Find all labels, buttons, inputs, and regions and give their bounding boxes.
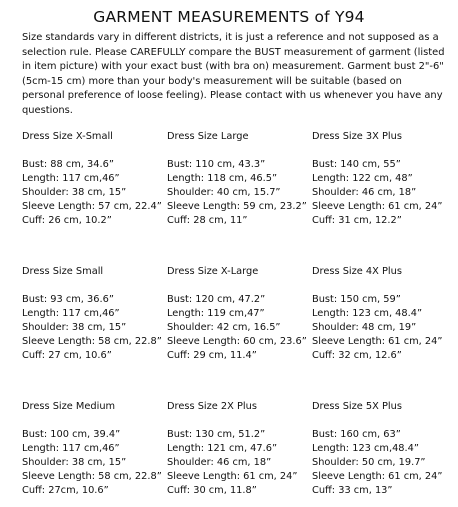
sleeve-length-measurement: Sleeve Length: 58 cm, 22.8” bbox=[22, 470, 162, 482]
measurement-list bbox=[312, 428, 442, 498]
measurement-list bbox=[22, 293, 162, 363]
cuff-measurement: Cuff: 33 cm, 13” bbox=[312, 484, 393, 496]
measurement-list bbox=[22, 158, 162, 228]
length-measurement: Length: 123 cm, 48.4” bbox=[312, 307, 423, 319]
length-measurement: Length: 118 cm, 46.5” bbox=[167, 172, 278, 184]
cuff-measurement: Cuff: 30 cm, 11.8” bbox=[167, 484, 257, 496]
size-heading: Dress Size 2X Plus bbox=[167, 401, 257, 412]
length-measurement: Length: 122 cm, 48” bbox=[312, 172, 413, 184]
measurement-list bbox=[312, 293, 442, 363]
length-measurement: Length: 121 cm, 47.6” bbox=[167, 442, 278, 454]
cuff-measurement: Cuff: 31 cm, 12.2” bbox=[312, 214, 402, 226]
bust-measurement: Bust: 93 cm, 36.6” bbox=[22, 293, 114, 305]
length-measurement: Length: 123 cm,48.4” bbox=[312, 442, 419, 454]
bust-measurement: Bust: 140 cm, 55” bbox=[312, 158, 401, 170]
size-heading: Dress Size Small bbox=[22, 266, 104, 277]
measurement-list bbox=[167, 293, 307, 363]
size-heading: Dress Size 5X Plus bbox=[312, 401, 402, 412]
shoulder-measurement: Shoulder: 38 cm, 15” bbox=[22, 186, 127, 198]
size-heading: Dress Size 4X Plus bbox=[312, 266, 402, 277]
sleeve-length-measurement: Sleeve Length: 61 cm, 24” bbox=[167, 470, 298, 482]
bust-measurement: Bust: 110 cm, 43.3” bbox=[167, 158, 266, 170]
sleeve-length-measurement: Sleeve Length: 61 cm, 24” bbox=[312, 200, 443, 212]
bust-measurement: Bust: 150 cm, 59” bbox=[312, 293, 401, 305]
sleeve-length-measurement: Sleeve Length: 61 cm, 24” bbox=[312, 470, 443, 482]
size-card-5x-plus bbox=[312, 400, 442, 507]
size-card-x-small bbox=[22, 130, 162, 237]
sleeve-length-measurement: Sleeve Length: 60 cm, 23.6” bbox=[167, 335, 307, 347]
length-measurement: Length: 117 cm,46” bbox=[22, 307, 120, 319]
size-card-2x-plus bbox=[167, 400, 297, 507]
size-card-small bbox=[22, 265, 162, 372]
sleeve-length-measurement: Sleeve Length: 61 cm, 24” bbox=[312, 335, 443, 347]
bust-measurement: Bust: 160 cm, 63” bbox=[312, 428, 401, 440]
length-measurement: Length: 117 cm,46” bbox=[22, 442, 120, 454]
size-heading: Dress Size Large bbox=[167, 131, 249, 142]
measurement-list bbox=[22, 428, 162, 498]
shoulder-measurement: Shoulder: 46 cm, 18” bbox=[167, 456, 272, 468]
size-card-x-large bbox=[167, 265, 307, 372]
bust-measurement: Bust: 120 cm, 47.2” bbox=[167, 293, 266, 305]
shoulder-measurement: Shoulder: 42 cm, 16.5” bbox=[167, 321, 281, 333]
size-card-medium bbox=[22, 400, 162, 507]
sleeve-length-measurement: Sleeve Length: 58 cm, 22.8” bbox=[22, 335, 162, 347]
size-card-3x-plus bbox=[312, 130, 442, 237]
cuff-measurement: Cuff: 27cm, 10.6” bbox=[22, 484, 109, 496]
size-heading: Dress Size Medium bbox=[22, 401, 116, 412]
bust-measurement: Bust: 130 cm, 51.2” bbox=[167, 428, 266, 440]
bust-measurement: Bust: 88 cm, 34.6” bbox=[22, 158, 114, 170]
page-title: GARMENT MEASUREMENTS of Y94 bbox=[93, 8, 365, 26]
intro-paragraph: Size standards vary in different districts, it is just a reference and not supposed as a selection rule. Please CAREFULLY compare the BUST measurement of garment (listed in item picture) with your exact bust (with bra on) measurement. Garment bust 2"-6" (5cm-15 cm) more than your body's measurement will be suitable (based on personal preference of loose feeling). Please contact with us whenever you have any questions. bbox=[22, 32, 445, 116]
size-heading: Dress Size 3X Plus bbox=[312, 131, 402, 142]
shoulder-measurement: Shoulder: 50 cm, 19.7” bbox=[312, 456, 426, 468]
shoulder-measurement: Shoulder: 38 cm, 15” bbox=[22, 456, 127, 468]
cuff-measurement: Cuff: 26 cm, 10.2” bbox=[22, 214, 112, 226]
shoulder-measurement: Shoulder: 40 cm, 15.7” bbox=[167, 186, 281, 198]
sleeve-length-measurement: Sleeve Length: 59 cm, 23.2” bbox=[167, 200, 307, 212]
size-card-large bbox=[167, 130, 307, 237]
shoulder-measurement: Shoulder: 48 cm, 19” bbox=[312, 321, 417, 333]
shoulder-measurement: Shoulder: 46 cm, 18” bbox=[312, 186, 417, 198]
length-measurement: Length: 117 cm,46” bbox=[22, 172, 120, 184]
measurement-list bbox=[167, 158, 307, 228]
cuff-measurement: Cuff: 27 cm, 10.6” bbox=[22, 349, 112, 361]
sleeve-length-measurement: Sleeve Length: 57 cm, 22.4” bbox=[22, 200, 162, 212]
length-measurement: Length: 119 cm,47” bbox=[167, 307, 265, 319]
size-heading: Dress Size X-Large bbox=[167, 266, 259, 277]
size-card-4x-plus bbox=[312, 265, 442, 372]
bust-measurement: Bust: 100 cm, 39.4” bbox=[22, 428, 121, 440]
cuff-measurement: Cuff: 29 cm, 11.4” bbox=[167, 349, 257, 361]
cuff-measurement: Cuff: 28 cm, 11” bbox=[167, 214, 248, 226]
size-heading: Dress Size X-Small bbox=[22, 131, 113, 142]
cuff-measurement: Cuff: 32 cm, 12.6” bbox=[312, 349, 402, 361]
measurement-list bbox=[312, 158, 442, 228]
measurement-list bbox=[167, 428, 297, 498]
shoulder-measurement: Shoulder: 38 cm, 15” bbox=[22, 321, 127, 333]
